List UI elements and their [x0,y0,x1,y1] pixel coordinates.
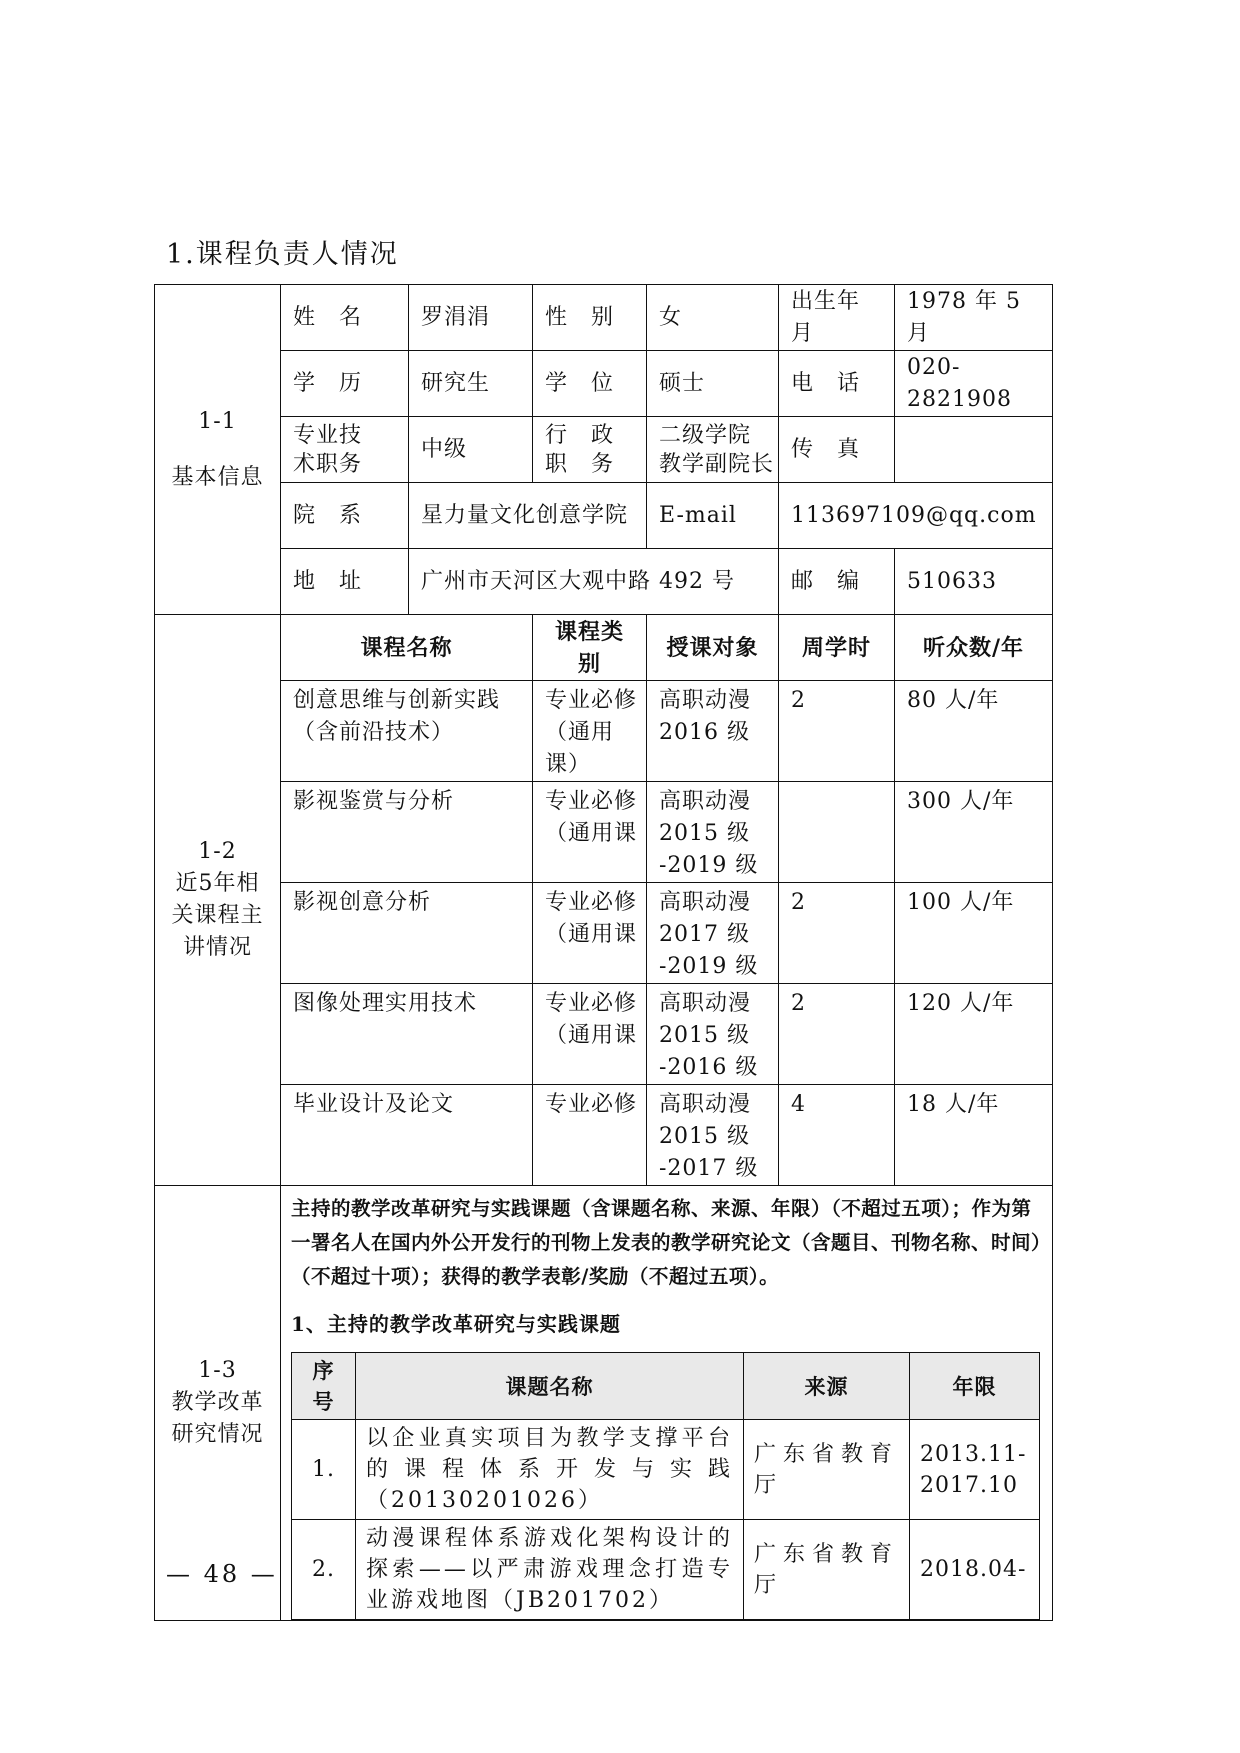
col-source: 来源 [744,1353,910,1420]
section-code: 1-3 [198,1358,237,1383]
address-label: 地 址 [281,549,409,615]
section-title-line: 讲情况 [182,935,252,960]
col-target: 授课对象 [647,615,779,681]
section-title-line: 研究情况 [171,1422,264,1447]
project-name: 以企业真实项目为教学支撑平台的课程体系开发与实践（20130201026） [356,1420,744,1520]
project-period: 2013.11-2017.10 [910,1420,1040,1520]
course-name: 图像处理实用技术 [281,984,533,1085]
project-source: 广东省教育厅 [744,1420,910,1520]
fax-value [895,417,1053,483]
section-courses [155,615,281,1186]
section-basic-info [155,285,281,615]
course-name: 创意思维与创新实践（含前沿技术） [281,681,533,782]
col-project-name: 课题名称 [356,1353,744,1420]
title-value: 中级 [409,417,533,483]
name-value: 罗涓涓 [409,285,533,351]
course-audience: 100 人/年 [895,883,1053,984]
col-weekly-hours: 周学时 [779,615,895,681]
reform-intro: 主持的教学改革研究与实践课题（含课题名称、来源、年限）（不超过五项）；作为第一署名人在国内外公开发行的刊物上发表的教学研究论文（含题目、刊物名称、时间）（不超过十项）；获得的教学表彰/奖励（不超过五项）。 [291,1197,1042,1288]
col-audience: 听众数/年 [895,615,1053,681]
course-hours: 4 [779,1085,895,1186]
email-label: E-mail [647,483,779,549]
course-name: 影视创意分析 [281,883,533,984]
project-name: 动漫课程体系游戏化架构设计的探索——以严肃游戏理念打造专业游戏地图（JB201702） [356,1520,744,1620]
section-title-line: 教学改革 [171,1390,264,1415]
projects-table [291,1352,1040,1620]
gender-label: 性 别 [533,285,647,351]
course-target: 高职动漫 2015 级 -2017 级 [647,1085,779,1186]
course-target: 高职动漫 2015 级 -2016 级 [647,984,779,1085]
course-hours: 2 [779,984,895,1085]
phone-label: 电 话 [779,351,895,417]
section-code: 1-1 [198,408,237,434]
course-audience: 300 人/年 [895,782,1053,883]
reform-subheading: 1、主持的教学改革研究与实践课题 [291,1312,621,1336]
course-name: 毕业设计及论文 [281,1085,533,1186]
col-period: 年限 [910,1353,1040,1420]
gender-value: 女 [647,285,779,351]
section-title-line: 近5年相 [175,871,260,896]
project-index: 2. [292,1520,356,1620]
course-type: 专业必修（通用课 [533,883,647,984]
dept-label: 院 系 [281,483,409,549]
birth-label: 出生年月 [779,285,895,351]
course-audience: 120 人/年 [895,984,1053,1085]
degree-label: 学 位 [533,351,647,417]
course-target: 高职动漫 2017 级 -2019 级 [647,883,779,984]
course-name: 影视鉴赏与分析 [281,782,533,883]
page-number: — 48 — [166,1560,278,1588]
course-target: 高职动漫 2015 级 -2019 级 [647,782,779,883]
course-hours: 2 [779,681,895,782]
birth-value: 1978 年 5 月 [895,285,1053,351]
section-title-line: 关课程主 [171,903,264,928]
education-label: 学 历 [281,351,409,417]
dept-value: 星力量文化创意学院 [409,483,647,549]
address-value: 广州市天河区大观中路 492 号 [409,549,779,615]
reform-content [281,1186,1053,1621]
zip-label: 邮 编 [779,549,895,615]
post-label: 行 政 职 务 [533,417,647,483]
course-type: 专业必修（通用课 [533,984,647,1085]
col-course-type: 课程类别 [533,615,647,681]
course-hours: 2 [779,883,895,984]
course-type: 专业必修 [533,1085,647,1186]
leader-info-table [154,284,1053,1621]
col-index: 序号 [292,1353,356,1420]
course-type: 专业必修（通用课 [533,782,647,883]
title-label: 专业技 术职务 [281,417,409,483]
col-course-name: 课程名称 [281,615,533,681]
page-heading: 1.课程负责人情况 [166,239,399,270]
email-value: 113697109@qq.com [779,483,1053,549]
project-period: 2018.04- [910,1520,1040,1620]
section-code: 1-2 [198,839,237,864]
section-teaching-reform [155,1186,281,1621]
project-index: 1. [292,1420,356,1520]
degree-value: 硕士 [647,351,779,417]
phone-value: 020-2821908 [895,351,1053,417]
section-title: 基本信息 [171,464,264,490]
zip-value: 510633 [895,549,1053,615]
education-value: 研究生 [409,351,533,417]
course-audience: 80 人/年 [895,681,1053,782]
project-source: 广东省教育厅 [744,1520,910,1620]
course-target: 高职动漫 2016 级 [647,681,779,782]
course-type: 专业必修（通用课） [533,681,647,782]
post-value: 二级学院 教学副院长 [647,417,779,483]
name-label: 姓 名 [281,285,409,351]
course-audience: 18 人/年 [895,1085,1053,1186]
course-hours [779,782,895,883]
fax-label: 传 真 [779,417,895,483]
